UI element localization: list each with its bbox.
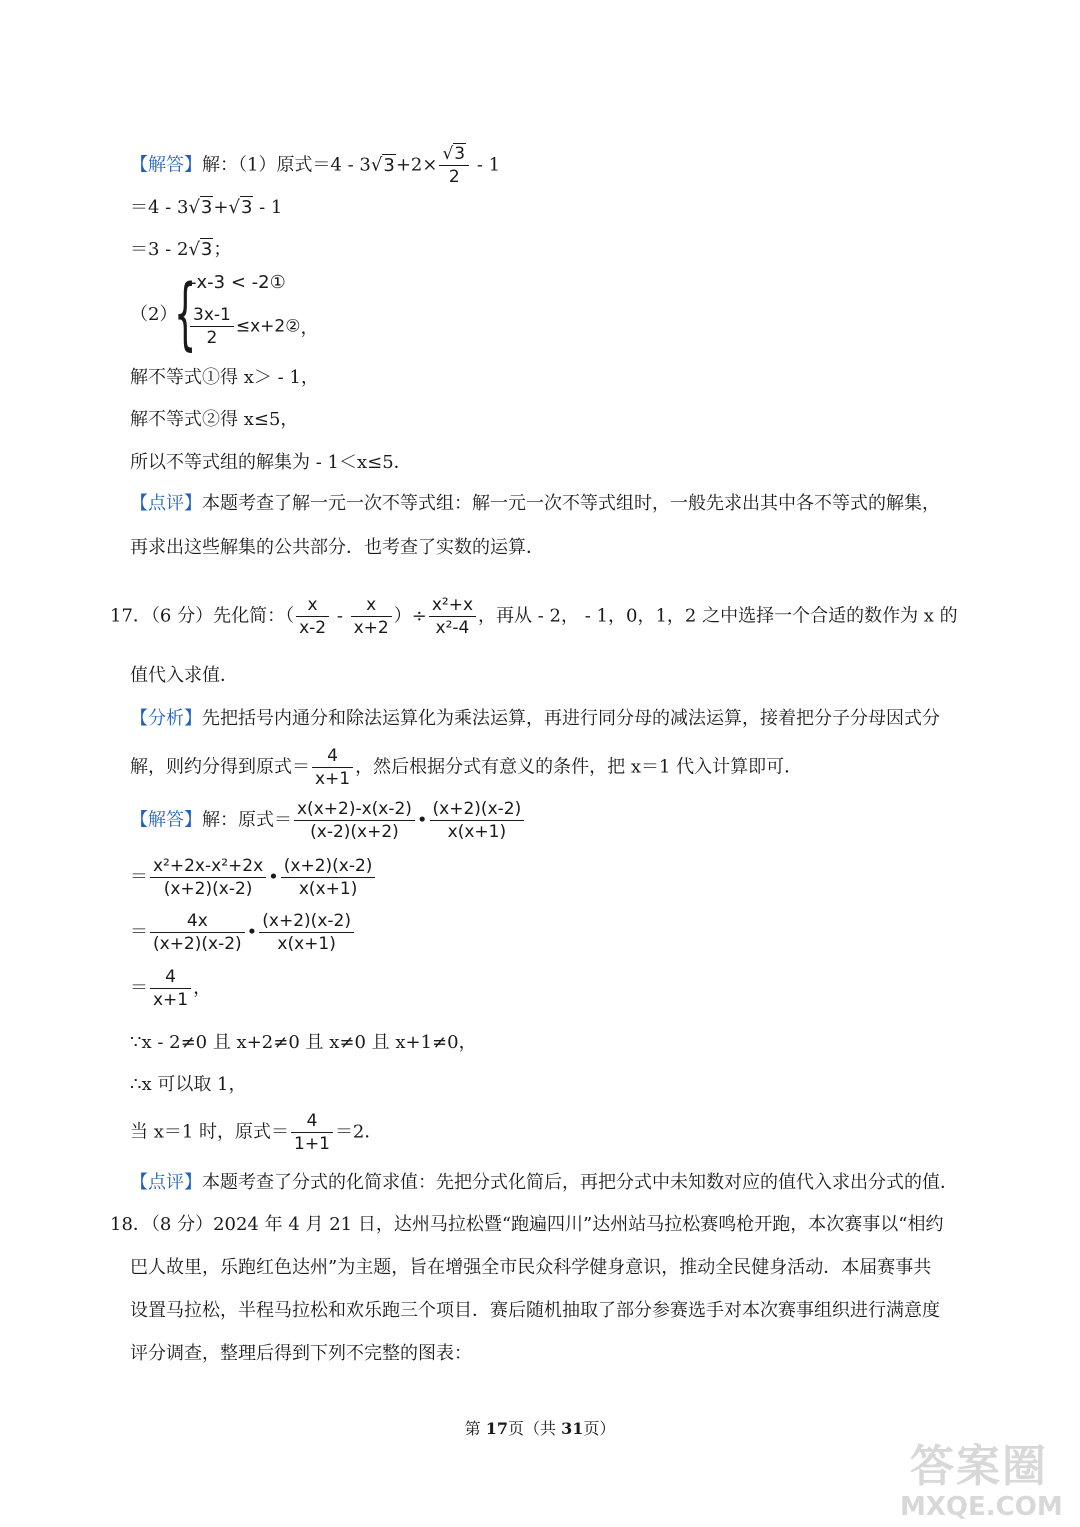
text-line: 解不等式②得 x≤5， (130, 409, 299, 430)
solution-line-3: ＝3 - 2√3； (130, 239, 232, 260)
brace: { (174, 269, 197, 359)
solution-step-1: 【解答】解：原式＝ $\frac{x(x+2)-x(x-2)}{(x-2)(x+2)}$ • $\frac{(x+2)(x-2)}{x(x+1)}$ (130, 798, 526, 843)
analysis-line-2: 解，则约分得到原式＝ $\frac{4}{x+1}$ ，然后根据分式有意义的条件，把 x＝1 代入计算即可． (130, 746, 803, 789)
solution-step-3: ＝ $\frac{4x}{(x+2)(x-2)}$ • $\frac{(x+2)(x-2)}{x(x+1)}$ (130, 910, 356, 955)
question-17: 17．（6 分）先化简：（ $\frac{x}{x-2}$ - $\frac{x}{x+2}$ ）÷ $\frac{\text{x²+x}}{\text{x²-4}}$ ，再从 - 2， - 1，0，1，2 之中选择一个合适的数作为 x 的 (110, 595, 958, 638)
total-pages: 31 (561, 1419, 584, 1438)
question-18-line-4: 评分调查，整理后得到下列不完整的图表： (130, 1343, 472, 1364)
text-line: 解不等式①得 x＞ - 1， (130, 367, 319, 388)
page-number: 17 (485, 1419, 508, 1438)
answer-tag: 【解答】 (130, 154, 202, 176)
analysis-tag: 【分析】 (130, 708, 202, 729)
final-line: 当 x＝1 时，原式＝ $\frac{4}{1+1}$ ＝2． (130, 1111, 383, 1154)
solution-line-2: ＝4 - 3√3+√3 - 1 (130, 197, 283, 218)
question-18-line-3: 设置马拉松，半程马拉松和欢乐跑三个项目．赛后随机抽取了部分参赛选手对本次赛事组织进行满意度 (130, 1300, 940, 1321)
comment-line-2: 【点评】本题考查了分式的化简求值：先把分式化简后，再把分式中未知数对应的值代入求出分式的值． (130, 1172, 958, 1193)
question-18-line-2: 巴人故里，乐跑红色达州”为主题，旨在增强全市民众科学健身意识，推动全民健身活动．本届赛事共 (130, 1257, 932, 1278)
comment-tag: 【点评】 (130, 493, 202, 514)
solution-step-2: ＝ $\frac{\text{x²+2x-x²+2x}}{(x+2)(x-2)}$ • $\frac{(x+2)(x-2)}{x(x+1)}$ (130, 855, 377, 900)
text-line: ∵x - 2≠0 且 x+2≠0 且 x≠0 且 x+1≠0， (130, 1032, 477, 1053)
sqrt: √3 (370, 154, 395, 176)
solution-step-4: ＝ $\frac{4}{x+1}$ ， (130, 967, 212, 1010)
question-18-line-1: 18．（8 分）2024 年 4 月 21 日，达州马拉松暨“跑遍四川”达州站马拉松赛鸣枪开跑，本次赛事以“相约 (110, 1214, 944, 1235)
text-line: ∴x 可以取 1， (130, 1074, 247, 1095)
solution-line-1: 【解答】解：（1）原式＝4 - 3√3+2× $\frac{√3}{2}$ - 1 (130, 144, 501, 187)
page-footer: 第 17页（共 31页） (464, 1419, 616, 1438)
text-line: 值代入求值． (130, 665, 238, 686)
text-line: 所以不等式组的解集为 - 1＜x≤5． (130, 452, 412, 473)
watermark-logo: 答案圈 MXQE.COM (900, 1441, 1063, 1522)
text-line: 再求出这些解集的公共部分．也考查了实数的运算． (130, 537, 544, 558)
analysis-line: 【分析】先把括号内通分和除法运算化为乘法运算，再进行同分母的减法运算，接着把分子分母因式分 (130, 708, 940, 729)
comment-line: 【点评】本题考查了解一元一次不等式组：解一元一次不等式组时，一般先求出其中各不等式的解集， (130, 493, 940, 514)
fraction: $\frac{√3}{2}$ (439, 143, 469, 188)
